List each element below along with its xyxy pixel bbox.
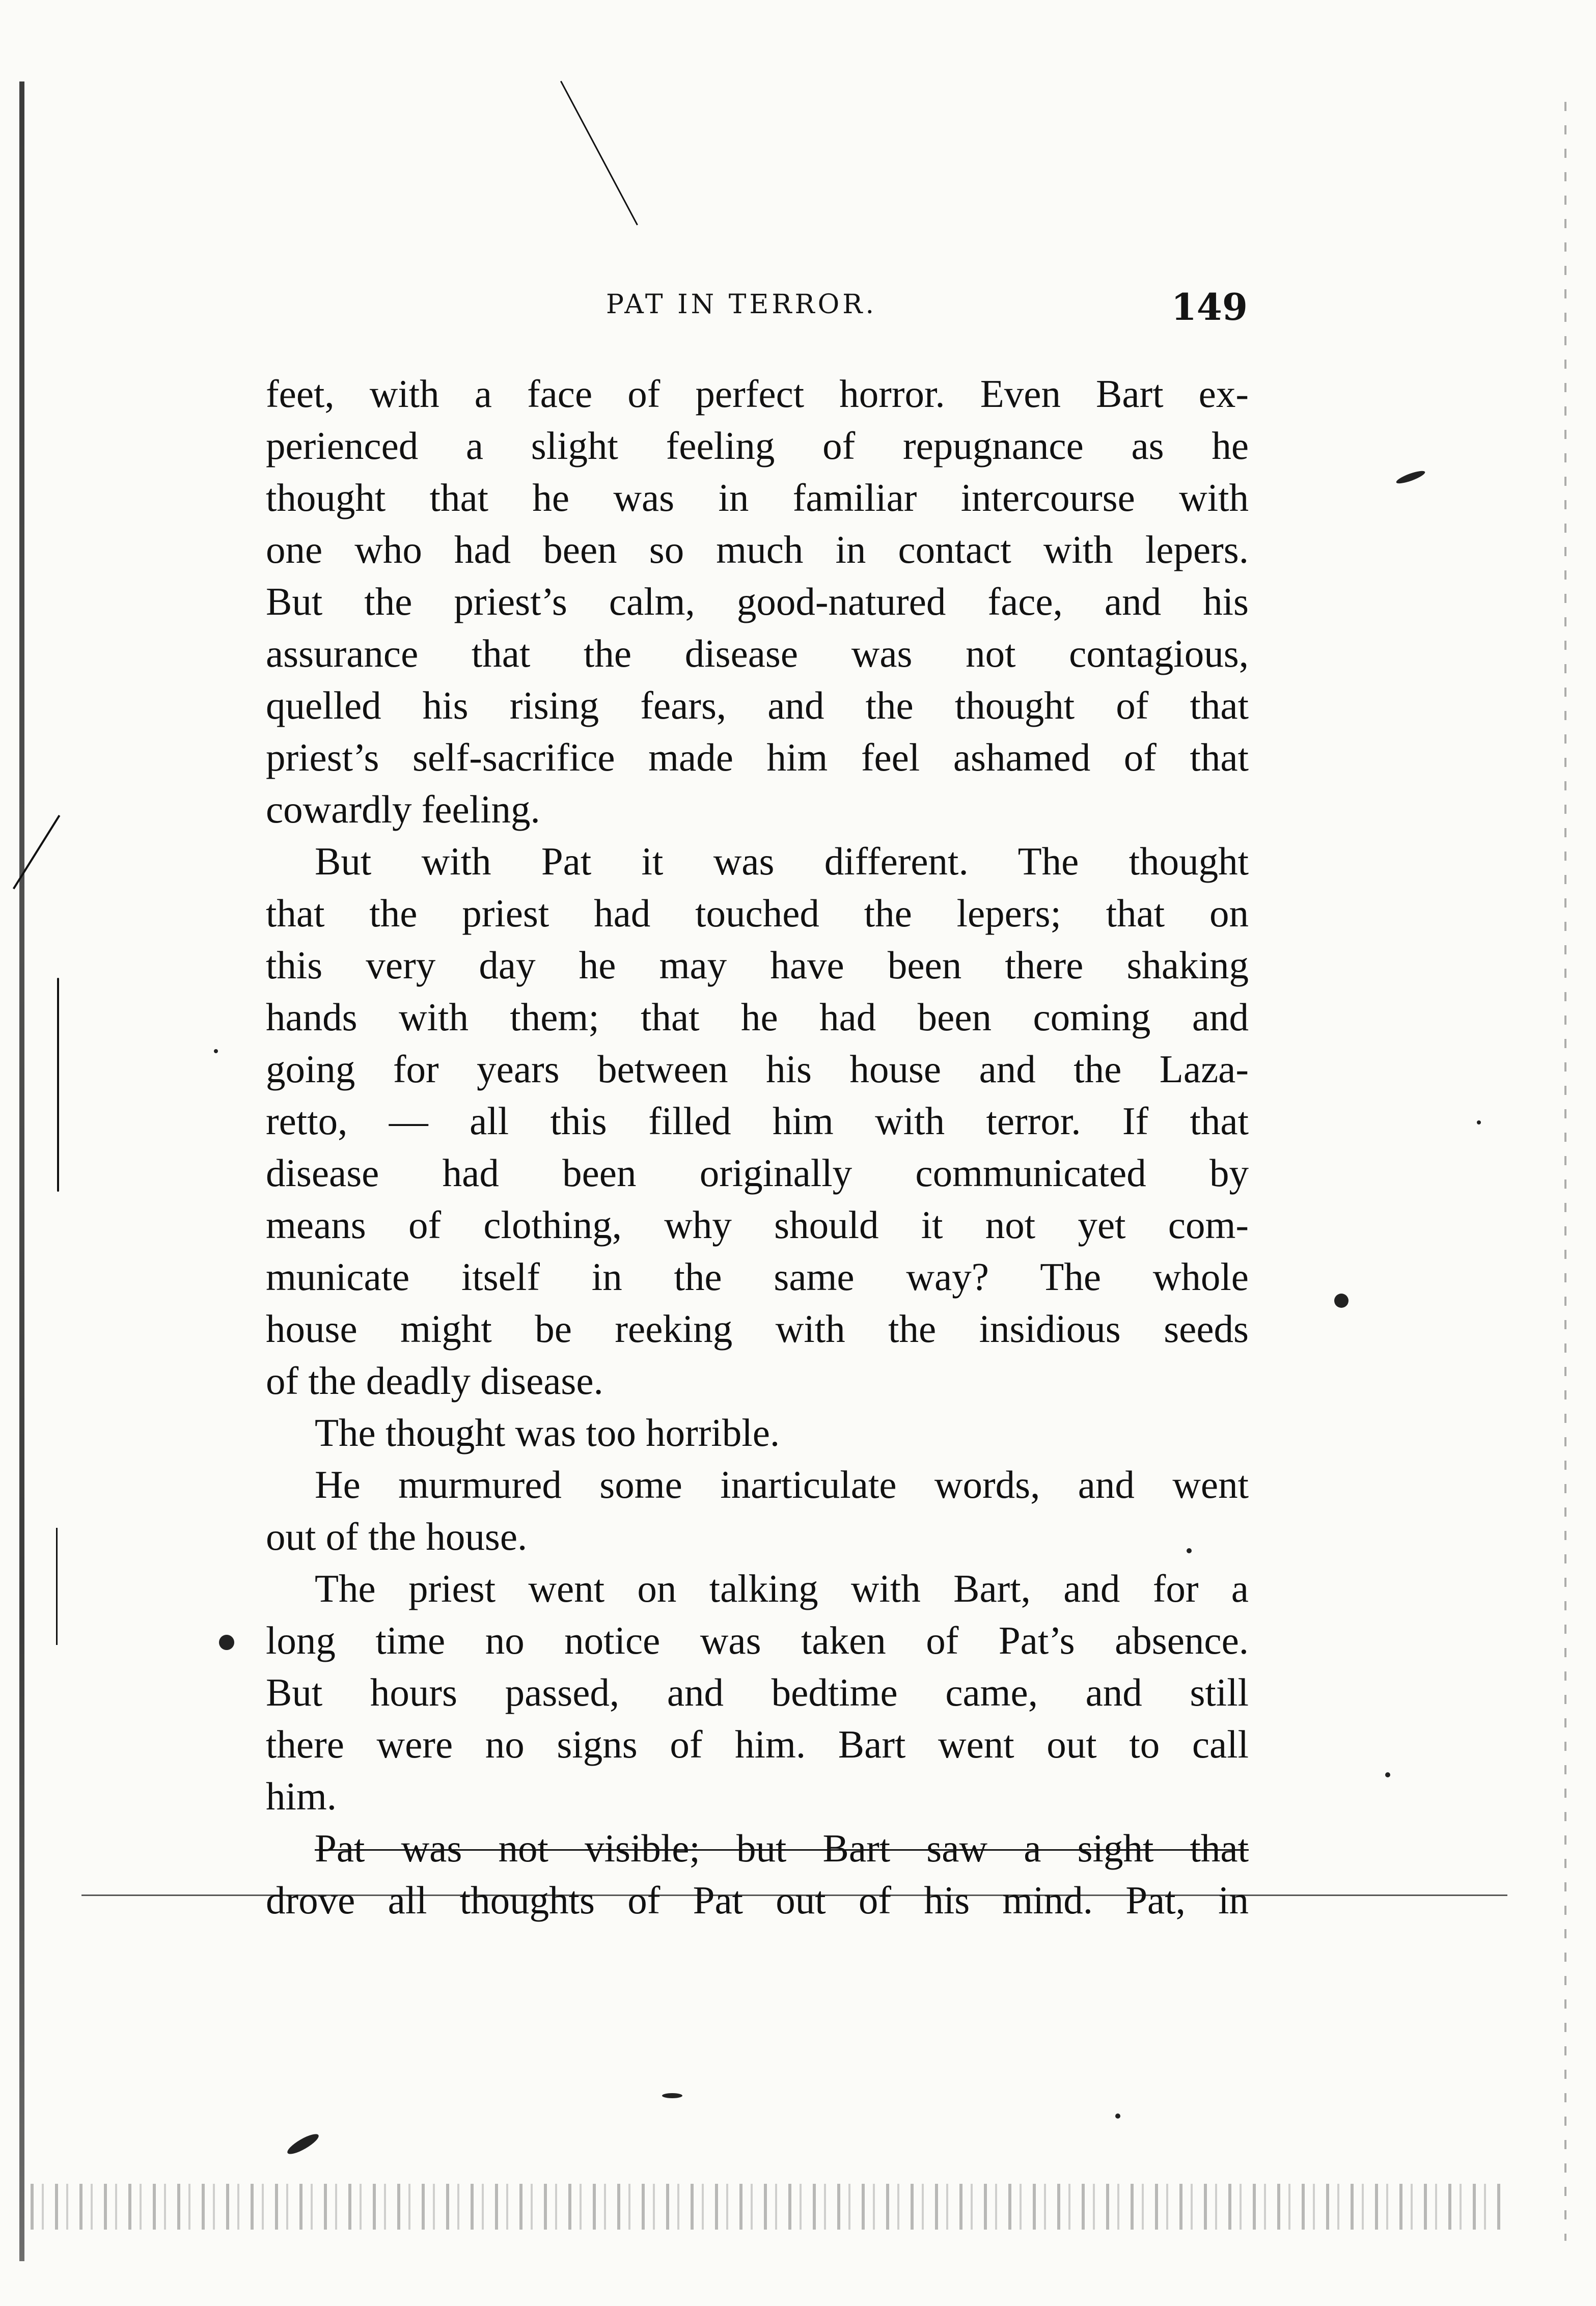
text-line: of the deadly disease. xyxy=(266,1359,603,1403)
text-line: Pat was not visible; but Bart saw a sight that xyxy=(315,1826,1249,1870)
running-head xyxy=(606,285,1248,331)
ink-speck xyxy=(662,2093,682,2098)
text-line: disease had been originally communicated by xyxy=(266,1151,1249,1195)
pen-stroke xyxy=(57,978,59,1192)
text-line: thought that he was in familiar intercourse with xyxy=(266,476,1249,519)
page-edge-right xyxy=(1564,102,1566,2241)
ink-speck xyxy=(219,1635,234,1650)
text-line: The thought was too horrible. xyxy=(315,1411,780,1454)
text-line: house might be reeking with the insidious seeds xyxy=(266,1307,1249,1351)
text-line: hands with them; that he had been coming and xyxy=(266,995,1249,1039)
text-line: means of clothing, why should it not yet com- xyxy=(266,1203,1249,1247)
text-line: this very day he may have been there shaking xyxy=(266,943,1249,987)
text-line: out of the house. xyxy=(266,1515,528,1558)
ink-speck xyxy=(1385,1772,1390,1777)
ink-speck xyxy=(214,1049,218,1053)
running-title: PAT IN TERROR. xyxy=(606,289,877,320)
text-line: cowardly feeling. xyxy=(266,787,540,831)
text-line: But the priest’s calm, good-natured face, and his xyxy=(266,580,1249,623)
text-line: assurance that the disease was not contagious, xyxy=(266,632,1249,675)
text-line: going for years between his house and the Laza- xyxy=(266,1047,1249,1091)
text-line: priest’s self-sacrifice made him feel ashamed of that xyxy=(266,735,1249,779)
ink-speck xyxy=(1334,1294,1349,1308)
text-line: But with Pat it was different. The thought xyxy=(315,839,1249,883)
text-line: municate itself in the same way? The whole xyxy=(266,1255,1249,1299)
body-text xyxy=(266,368,1249,1926)
text-line: feet, with a face of perfect horror. Even Bart ex- xyxy=(266,372,1249,416)
text-line: drove all thoughts of Pat out of his mind. Pat, in xyxy=(266,1878,1249,1922)
text-line: him. xyxy=(266,1774,337,1818)
text-line: The priest went on talking with Bart, and for a xyxy=(315,1567,1249,1610)
text-line: perienced a slight feeling of repugnance as he xyxy=(266,424,1249,468)
text-line: long time no notice was taken of Pat’s absence. xyxy=(266,1618,1249,1662)
text-line: that the priest had touched the lepers; that on xyxy=(266,891,1249,935)
text-line: there were no signs of him. Bart went out to call xyxy=(266,1722,1249,1766)
ink-speck xyxy=(285,2131,321,2157)
page-number: 149 xyxy=(1171,285,1248,328)
text-line: quelled his rising fears, and the thought of that xyxy=(266,683,1249,727)
ink-speck xyxy=(1395,469,1426,486)
text-line: But hours passed, and bedtime came, and still xyxy=(266,1670,1249,1714)
text-line: He murmured some inarticulate words, and went xyxy=(315,1463,1249,1506)
page-edge-bottom-noise xyxy=(31,2184,1507,2230)
ink-speck xyxy=(1477,1120,1481,1124)
text-line: retto, — all this filled him with terror. If that xyxy=(266,1099,1249,1143)
pen-stroke xyxy=(56,1528,58,1645)
pen-stroke xyxy=(560,81,638,226)
ink-speck xyxy=(1115,2113,1120,2119)
text-line: one who had been so much in contact with lepers. xyxy=(266,528,1249,571)
page-edge-left xyxy=(19,81,24,2261)
